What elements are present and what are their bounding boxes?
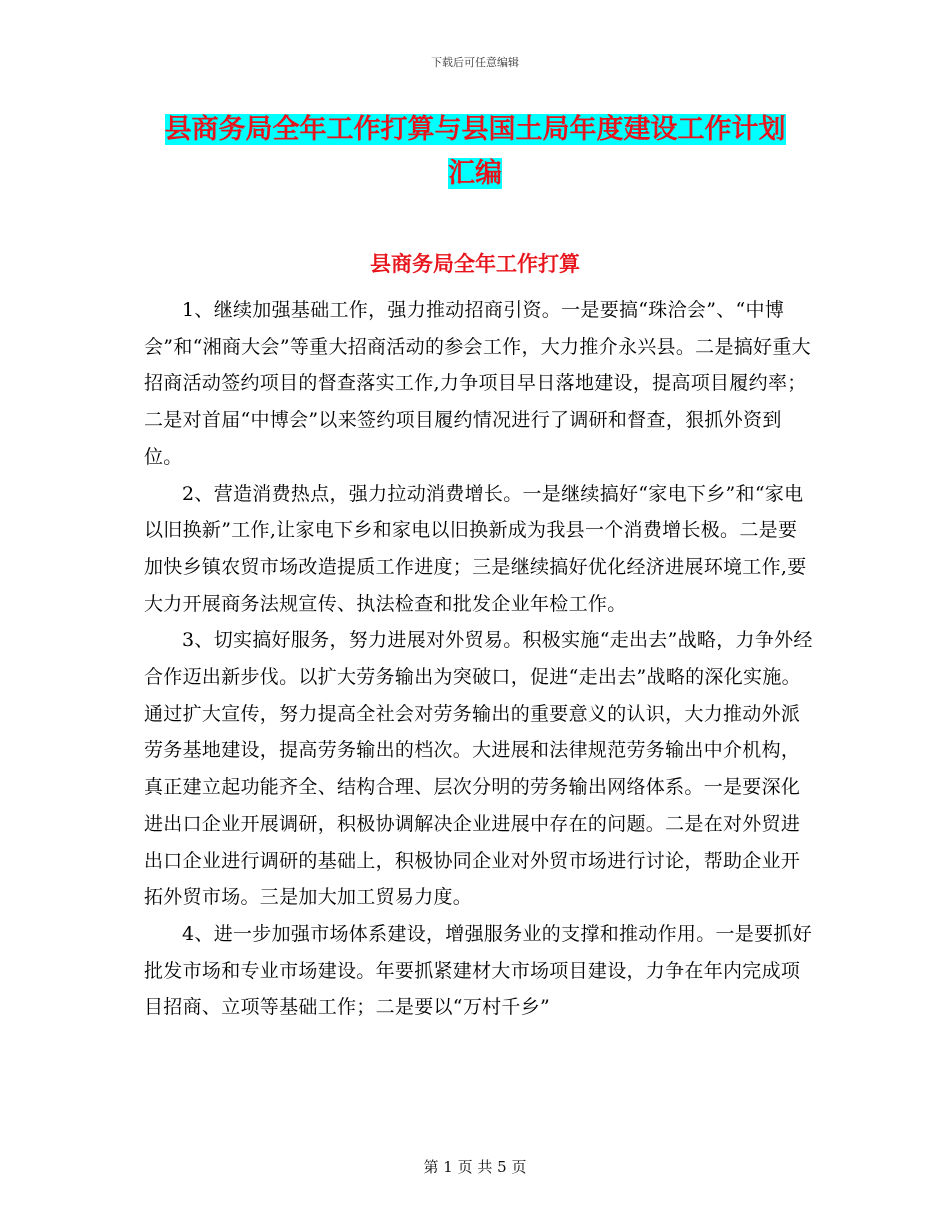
paragraph-2: 2、营造消费热点，强力拉动消费增长。一是继续搞好“家电下乡”和“家电以旧换新”工作,让家电下乡和家电以旧换新成为我县一个消费增长极。二是要加快乡镇农贸市场改造提质工作进度；三是继续搞好优化经济进展环境工作,要大力开展商务法规宣传、执法检查和批发企业年检工作。 bbox=[144, 482, 807, 615]
document-title bbox=[0, 108, 950, 196]
paragraph-1: 1、继续加强基础工作，强力推动招商引资。一是要搞“珠洽会”、“中博会”和“湘商大会”等重大招商活动的参会工作，大力推介永兴县。二是搞好重大招商活动签约项目的督查落实工作,力争项目早日落地建设，提高项目履约率；二是对首届“中博会”以来签约项目履约情况进行了调研和督查，狠抓外资到位。 bbox=[144, 299, 811, 468]
document-title-line-2: 汇编 bbox=[448, 158, 502, 189]
header-note: 下载后可任意编辑 bbox=[431, 56, 519, 69]
page-number-footer: 第 1 页 共 5 页 bbox=[423, 1158, 527, 1176]
section-title: 县商务局全年工作打算 bbox=[370, 251, 580, 276]
paragraph-4: 4、进一步加强市场体系建设，增强服务业的支撑和推动作用。一是要抓好批发市场和专业市场建设。年要抓紧建材大市场项目建设，力争在年内完成项目招商、立项等基础工作；二是要以“万村千乡” bbox=[144, 922, 812, 1019]
body-text bbox=[144, 292, 816, 1026]
paragraph-3: 3、切实搞好服务，努力进展对外贸易。积极实施“走出去”战略，力争外经合作迈出新步伐。以扩大劳务输出为突破口，促进“走出去”战略的深化实施。通过扩大宣传，努力提高全社会对劳务输出的重要意义的认识，大力推动外派劳务基地建设，提高劳务输出的档次。大进展和法律规范劳务输出中介机构，真正建立起功能齐全、结构合理、层次分明的劳务输出网络体系。一是要深化进出口企业开展调研，积极协调解决企业进展中存在的问题。二是在对外贸进出口企业进行调研的基础上，积极协同企业对外贸市场进行讨论，帮助企业开拓外贸市场。三是加大加工贸易力度。 bbox=[144, 629, 813, 909]
document-title-line-1: 县商务局全年工作打算与县国土局年度建设工作计划 bbox=[164, 114, 786, 145]
